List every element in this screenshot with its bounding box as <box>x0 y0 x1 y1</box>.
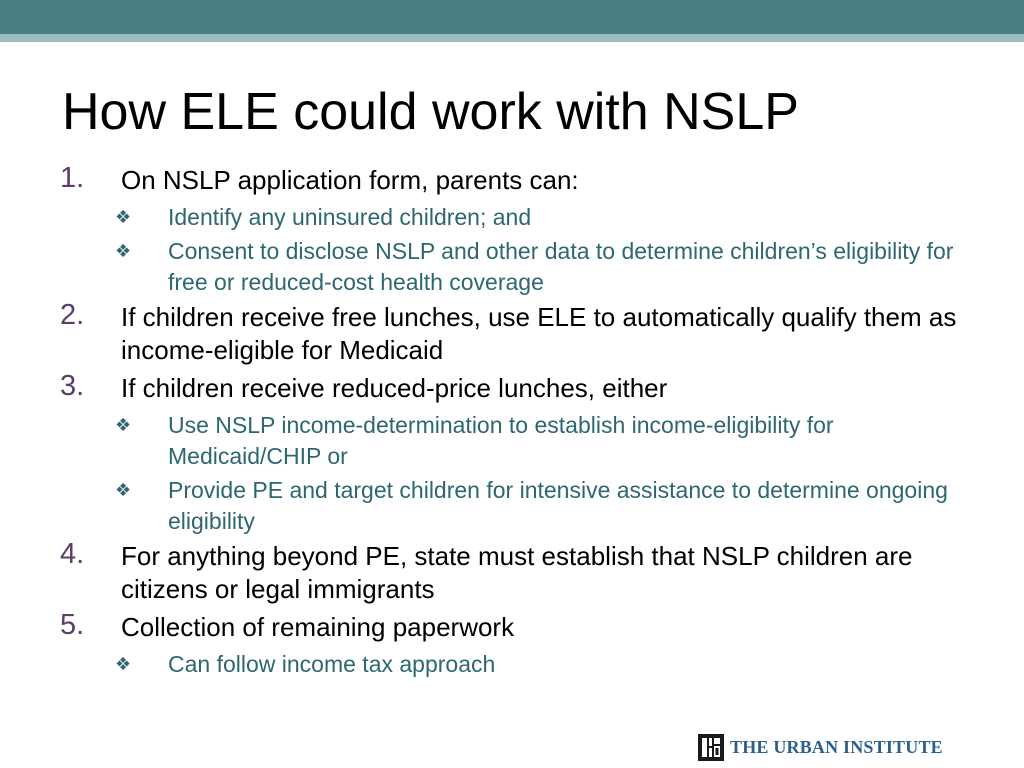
item-number: 1. <box>60 162 85 194</box>
list-item-1 <box>60 164 980 197</box>
item-text: On NSLP application form, parents can: <box>121 165 579 195</box>
diamond-cluster-icon: ❖ <box>115 480 132 500</box>
urban-institute-logo <box>698 733 943 761</box>
item-text: If children receive free lunches, use ELE to automatically qualify them as income-eligible for Medicaid <box>121 302 957 365</box>
item-text: For anything beyond PE, state must establish that NSLP children are citizens or legal immigrants <box>121 541 913 604</box>
sub-item <box>60 202 980 233</box>
sub-item-text: Provide PE and target children for intensive assistance to determine ongoing eligibility <box>168 477 948 534</box>
sub-item <box>60 649 980 680</box>
list-item-2 <box>60 301 980 367</box>
diamond-cluster-icon: ❖ <box>115 207 132 227</box>
item-number: 2. <box>60 299 85 331</box>
sub-item-text: Identify any uninsured children; and <box>168 204 532 230</box>
urban-institute-logo-icon <box>698 734 724 761</box>
list-item-3 <box>60 372 980 405</box>
logo-text: THE URBAN INSTITUTE <box>730 736 943 757</box>
sub-item <box>60 236 980 298</box>
item-number: 4. <box>60 538 85 570</box>
slide-content <box>60 164 980 683</box>
list-item-5 <box>60 611 980 644</box>
header-band <box>0 0 1024 34</box>
item-text: If children receive reduced-price lunches, either <box>121 373 668 403</box>
item-text: Collection of remaining paperwork <box>121 612 515 642</box>
item-number: 5. <box>60 609 85 641</box>
sub-item-text: Consent to disclose NSLP and other data to determine children’s eligibility for free or reduced-cost health coverage <box>168 238 954 295</box>
sub-item-text: Can follow income tax approach <box>168 651 496 677</box>
item-number: 3. <box>60 370 85 402</box>
list-item-4 <box>60 540 980 606</box>
diamond-cluster-icon: ❖ <box>115 415 132 435</box>
diamond-cluster-icon: ❖ <box>115 654 132 674</box>
sub-item <box>60 475 980 537</box>
diamond-cluster-icon: ❖ <box>115 241 132 261</box>
slide-title: How ELE could work with NSLP <box>62 83 799 141</box>
sub-item-text: Use NSLP income-determination to establish income-eligibility for Medicaid/CHIP or <box>168 412 834 469</box>
sub-item <box>60 410 980 472</box>
header-stripe <box>0 34 1024 42</box>
